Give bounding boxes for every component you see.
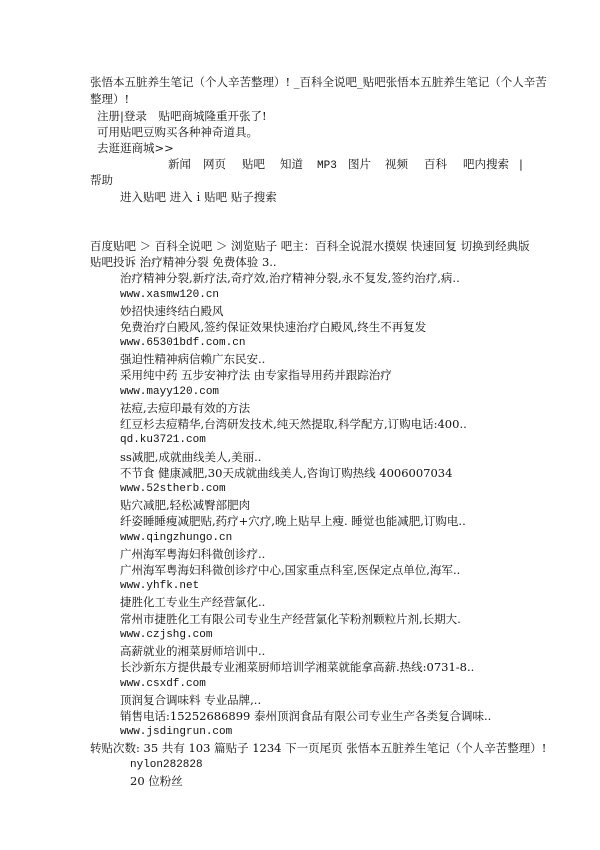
ad-3-url[interactable]: www.mayy120.com — [120, 386, 220, 398]
nav-item-baike[interactable]: 百科 — [424, 157, 447, 171]
ad-2-desc: 免费治疗白殿风,签约保证效果快速治疗白殿风,终生不再复发 — [120, 320, 427, 334]
ad-10-title[interactable]: 顶润复合调味料 专业品牌,.. — [120, 693, 262, 707]
help-link[interactable]: 帮助 — [90, 173, 113, 187]
ad-1-url[interactable]: www.xasmw120.cn — [120, 289, 220, 301]
nav-item-zhidao[interactable]: 知道 — [280, 157, 303, 171]
ad-10-url[interactable]: www.jsdingrun.com — [120, 726, 233, 738]
ad-7-desc: 广州海军粤海妇科微创诊疗中心,国家重点科室,医保定点单位,海军.. — [120, 563, 461, 577]
ad-8-url[interactable]: www.czjshg.com — [120, 629, 213, 641]
nav-item-mp3[interactable]: MP3 — [317, 160, 337, 172]
ad-6-desc: 纤姿睡睡瘦减肥贴,药疗+穴疗,晚上贴早上瘦. 睡觉也能减肥,订购电.. — [120, 514, 466, 528]
page-title-line-2: 整理）! — [90, 92, 130, 106]
breadcrumb: 百度贴吧 ＞ 百科全说吧 ＞ 浏览贴子 吧主：百科全说混水摸娱 快速回复 切换到经典版 — [90, 239, 530, 253]
ad-4-desc: 红豆杉去痘精华,台湾研发技术,纯天然提取,科学配方,订购电话:400.. — [120, 417, 467, 431]
ad-6-title[interactable]: 贴穴减肥,轻松减臀部肥肉 — [120, 498, 251, 512]
page-title-line-1: 张悟本五脏养生笔记（个人辛苦整理）! _百科全说吧_贴吧张悟本五脏养生笔记（个人辛苦 — [90, 75, 547, 89]
nav-separator: | — [519, 157, 523, 171]
ad-7-url[interactable]: www.yhfk.net — [120, 580, 200, 592]
register-link[interactable]: 注册 — [97, 109, 120, 123]
poster-fans-count: 20 位粉丝 — [130, 774, 183, 788]
nav-item-bar-search[interactable]: 吧内搜索 — [463, 157, 509, 171]
enter-i-tieba-link[interactable]: 进入ｉ贴吧 — [169, 190, 228, 204]
enter-tieba-link[interactable]: 进入贴吧 — [120, 190, 166, 204]
nav-item-web[interactable]: 网页 — [203, 157, 226, 171]
mall-notice: 贴吧商城隆重开张了! — [158, 109, 267, 123]
ad-10-desc: 销售电话:15252686899 泰州顶润食品有限公司专业生产各类复合调味.. — [120, 709, 492, 723]
account-separator: | — [120, 109, 124, 123]
ad-2-title[interactable]: 妙招快速终结白殿风 — [120, 304, 224, 318]
ad-8-title[interactable]: 捷胜化工专业生产经营氯化.. — [120, 595, 266, 609]
ad-1-desc: 治疗精神分裂,新疗法,奇疗效,治疗精神分裂,永不复发,签约治疗,病.. — [120, 271, 460, 285]
promo-text: 可用贴吧豆购买各种神奇道具。 — [97, 125, 258, 139]
account-bar — [97, 108, 267, 124]
nav-item-tieba[interactable]: 贴吧 — [242, 157, 265, 171]
ad-4-title[interactable]: 祛痘,去痘印最有效的方法 — [120, 401, 251, 415]
ad-3-title[interactable]: 强迫性精神病信赖广东民安.. — [120, 352, 266, 366]
breadcrumb-line-2: 贴吧投诉 治疗精神分裂 免费体验 3.. — [90, 255, 277, 269]
ad-5-url[interactable]: www.52stherb.com — [120, 483, 226, 495]
ad-9-url[interactable]: www.csxdf.com — [120, 678, 206, 690]
ad-3-desc: 采用纯中药 五步安神疗法 由专家指导用药并跟踪治疗 — [120, 368, 392, 382]
ad-2-url[interactable]: www.65301bdf.com.cn — [120, 337, 246, 349]
post-stats-pagination: 转贴次数: 35 共有 103 篇贴子 1234 下一页尾页 张悟本五脏养生笔记（个人辛苦整理）! — [90, 741, 547, 755]
ad-9-desc: 长沙新东方提供最专业湘菜厨师培训学湘菜就能拿高薪.热线:0731-8.. — [120, 660, 475, 674]
post-search-link[interactable]: 贴子搜索 — [230, 190, 277, 204]
ad-5-desc: 不节食 健康减肥,30天成就曲线美人,咨询订购热线 4006007034 — [120, 466, 453, 480]
login-link[interactable]: 登录 — [123, 109, 147, 123]
ad-8-desc: 常州市捷胜化工有限公司专业生产经营氯化苄粉剂颗粒片剂,长期大. — [120, 612, 461, 626]
nav-item-images[interactable]: 图片 — [348, 157, 371, 171]
ad-6-url[interactable]: www.qingzhungo.cn — [120, 532, 233, 544]
mall-link[interactable]: 去逛逛商城>> — [97, 141, 174, 155]
enter-links — [120, 189, 277, 205]
ad-5-title[interactable]: ss减肥,成就曲线美人,美丽.. — [120, 450, 262, 464]
ad-9-title[interactable]: 高薪就业的湘菜厨师培训中.. — [120, 644, 266, 658]
poster-username[interactable]: nylon282828 — [130, 759, 203, 771]
top-nav — [168, 156, 523, 174]
nav-item-video[interactable]: 视频 — [385, 157, 408, 171]
nav-item-news[interactable]: 新闻 — [168, 157, 191, 171]
ad-4-url[interactable]: qd.ku3721.com — [120, 434, 206, 446]
ad-7-title[interactable]: 广州海军粤海妇科微创诊疗.. — [120, 547, 266, 561]
